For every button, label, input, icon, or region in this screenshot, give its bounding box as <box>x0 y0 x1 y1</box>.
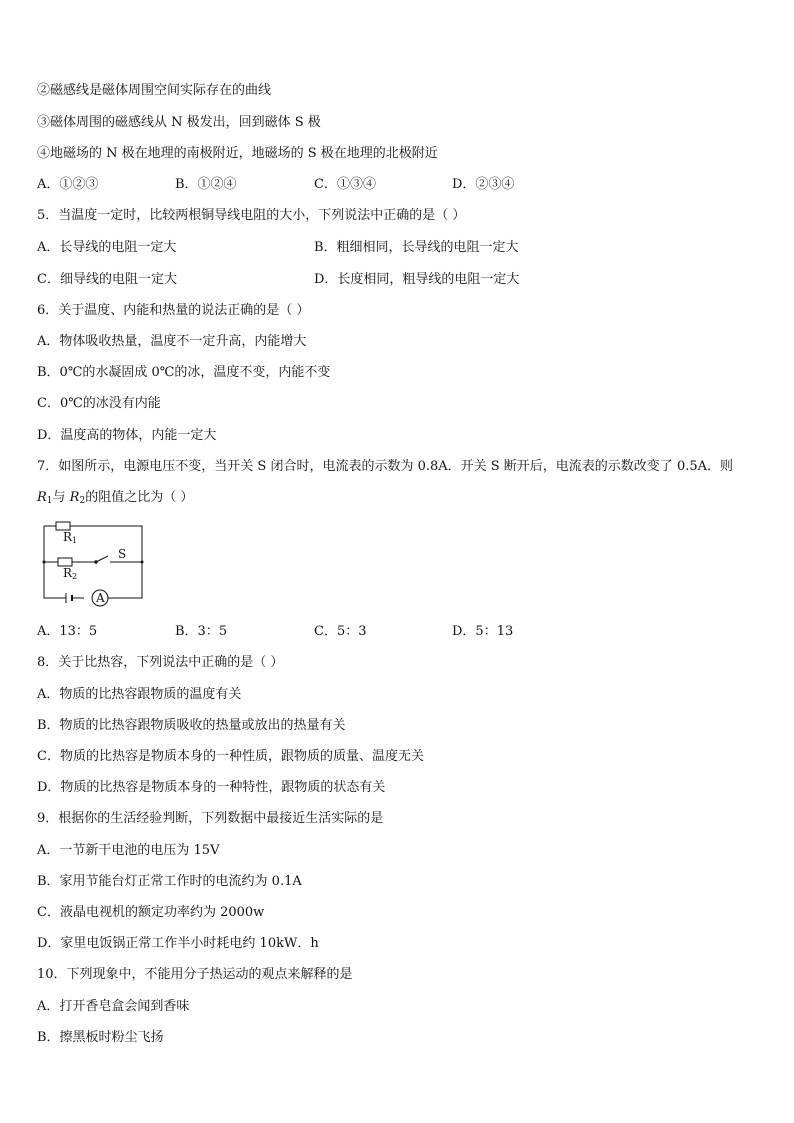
q8-option-d: D．物质的比热容是物质本身的一种特性，跟物质的状态有关 <box>37 780 386 795</box>
q5-option-d: D．长度相同，粗导线的电阻一定大 <box>314 272 520 287</box>
label-r2: R2 <box>63 566 78 581</box>
item-4: ④地磁场的 N 极在地理的南极附近，地磁场的 S 极在地理的北极附近 <box>37 146 438 161</box>
q8-option-a: A．物质的比热容跟物质的温度有关 <box>37 687 242 702</box>
q9-stem: 9．根据你的生活经验判断，下列数据中最接近生活实际的是 <box>37 811 384 826</box>
junction-left <box>43 561 46 564</box>
r2-subscript: 2 <box>79 496 86 506</box>
q7-stem: 7．如图所示，电源电压不变，当开关 S 闭合时，电流表的示数为 0.8A．开关 S 断开后，电流表的示数改变了 0.5A．则 <box>37 459 734 474</box>
circuit-diagram <box>38 520 150 612</box>
q5-option-a: A．长导线的电阻一定大 <box>37 240 177 255</box>
q8-option-b: B．物质的比热容跟物质吸收的热量或放出的热量有关 <box>37 718 346 733</box>
resistor-r2 <box>58 558 72 566</box>
q6-option-c: C．0℃的冰没有内能 <box>37 396 161 411</box>
q9-option-b: B．家用节能台灯正常工作时的电流约为 0.1A <box>37 874 302 889</box>
q9-option-d: D．家里电饭锅正常工作半小时耗电约 10kW．h <box>37 936 319 951</box>
q6-option-a: A．物体吸收热量，温度不一定升高，内能增大 <box>37 334 307 349</box>
label-ammeter: A <box>96 591 105 605</box>
label-switch: S <box>118 547 127 561</box>
switch-s <box>96 556 108 562</box>
q4-option-c: C．①③④ <box>314 177 376 192</box>
resistor-r1 <box>56 522 70 530</box>
q7-option-a: A．13：5 <box>37 624 98 639</box>
q9-option-c: C．液晶电视机的额定功率约为 2000w <box>37 905 265 920</box>
q10-option-b: B．擦黑板时粉尘飞扬 <box>37 1030 164 1045</box>
q5-option-b: B．粗细相同，长导线的电阻一定大 <box>314 240 519 255</box>
q10-stem: 10．下列现象中，不能用分子热运动的观点来解释的是 <box>37 967 353 982</box>
q7-option-b: B．3：5 <box>175 624 228 639</box>
stem-connector: 与 <box>52 490 70 505</box>
q5-stem: 5．当温度一定时，比较两根铜导线电阻的大小，下列说法中正确的是（ ） <box>37 208 466 223</box>
item-2: ②磁感线是磁体周围空间实际存在的曲线 <box>37 83 272 98</box>
q6-stem: 6．关于温度、内能和热量的说法正确的是（ ） <box>37 303 310 318</box>
junction-right <box>141 561 144 564</box>
switch-contact <box>95 561 97 563</box>
q6-option-d: D．温度高的物体，内能一定大 <box>37 428 217 443</box>
q10-option-a: A．打开香皂盒会闻到香味 <box>37 999 190 1014</box>
q8-option-c: C．物质的比热容是物质本身的一种性质，跟物质的质量、温度无关 <box>37 749 424 764</box>
q7-option-c: C．5：3 <box>314 624 367 639</box>
r1-symbol: R <box>37 490 47 505</box>
q5-option-c: C．细导线的电阻一定大 <box>37 272 177 287</box>
r1-subscript: 1 <box>46 496 53 506</box>
r2-symbol: R <box>69 490 80 505</box>
q4-option-b: B．①②④ <box>175 177 237 192</box>
q4-option-d: D．②③④ <box>452 177 515 192</box>
q6-option-b: B．0℃的水凝固成 0℃的冰，温度不变，内能不变 <box>37 365 331 380</box>
q9-option-a: A．一节新干电池的电压为 15V <box>37 843 220 858</box>
q4-option-a: A．①②③ <box>37 177 99 192</box>
q7-stem-line2 <box>37 490 193 509</box>
q7-option-d: D．5：13 <box>452 624 514 639</box>
q8-stem: 8．关于比热容，下列说法中正确的是（ ） <box>37 655 284 670</box>
item-3: ③磁体周围的磁感线从 N 极发出，回到磁体 S 极 <box>37 115 321 130</box>
stem-ending: 的阻值之比为（ ） <box>85 490 194 505</box>
label-r1: R1 <box>63 530 78 545</box>
